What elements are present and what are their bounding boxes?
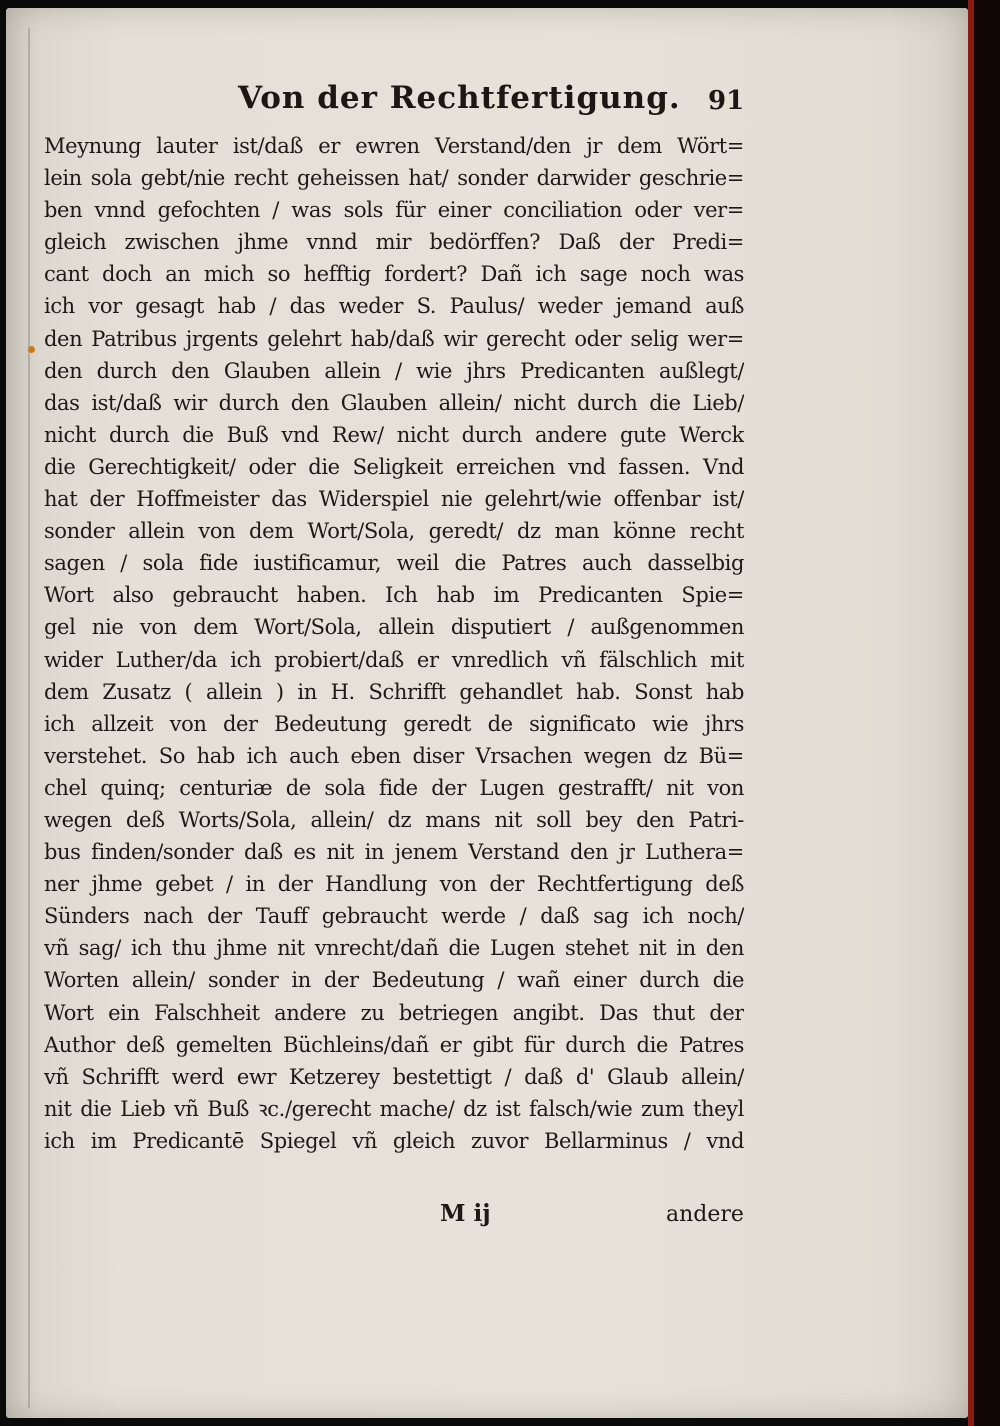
margin-mark [28, 346, 35, 353]
page-footer [6, 1200, 968, 1240]
running-title: Von der Rechtfertigung. [238, 80, 681, 116]
scan-border [974, 0, 1000, 1426]
page-header [6, 80, 968, 124]
text-line: Worten allein/ sonder in der Bedeutung / wañ einer durch die [44, 968, 744, 993]
signature-mark: M ij [440, 1200, 491, 1227]
text-line: Wort also gebraucht haben. Ich hab im Predicanten Spie= [44, 583, 744, 608]
text-line: Author deß gemelten Büchleins/dañ er gibt für durch die Patres [44, 1032, 744, 1057]
text-line: wegen deß Worts/Sola, allein/ dz mans nit soll bey den Patri- [44, 807, 744, 832]
text-line: Wort ein Falschheit andere zu betriegen angibt. Das thut der [44, 1000, 744, 1025]
text-line: lein sola gebt/nie recht geheissen hat/ sonder darwider geschrie= [44, 166, 744, 191]
text-line: ich im Predicantē Spiegel vñ gleich zuvor Bellarminus / vnd [44, 1128, 744, 1153]
text-line: chel quinq; centuriæ de sola fide der Lugen gestrafft/ nit von [44, 775, 744, 800]
body-text [44, 130, 744, 1157]
text-line: den durch den Glauben allein / wie jhrs Predicanten außlegt/ [44, 358, 744, 383]
text-line: cant doch an mich so hefftig fordert? Dañ ich sage noch was [44, 262, 744, 287]
text-line: Meynung lauter ist/daß er ewren Verstand/den jr dem Wört= [44, 134, 744, 158]
text-line: ner jhme gebet / in der Handlung von der Rechtfertigung deß [44, 872, 744, 897]
text-line: ich allzeit von der Bedeutung geredt de significato wie jhrs [44, 711, 744, 736]
text-line: die Gerechtigkeit/ oder die Seligkeit erreichen vnd fassen. Vnd [44, 454, 744, 479]
text-line: vñ Schrifft werd ewr Ketzerey bestettigt / daß d' Glaub allein/ [44, 1064, 744, 1089]
text-line: ben vnnd gefochten / was sols für einer conciliation oder ver= [44, 198, 744, 223]
text-line: bus finden/sonder daß es nit in jenem Verstand den jr Luthera= [44, 840, 744, 865]
text-line: sonder allein von dem Wort/Sola, geredt/ dz man könne recht [44, 519, 744, 544]
text-line: gel nie von dem Wort/Sola, allein disputiert / außgenommen [44, 615, 744, 640]
text-line: dem Zusatz ( allein ) in H. Schrifft gehandlet hab. Sonst hab [44, 679, 744, 704]
text-line: hat der Hoffmeister das Widerspiel nie gelehrt/wie offenbar ist/ [44, 487, 744, 512]
paper-leaf [6, 8, 968, 1418]
folio-number: 91 [708, 86, 745, 116]
text-line: Sünders nach der Tauff gebraucht werde / daß sag ich noch/ [44, 904, 744, 929]
text-line: das ist/daß wir durch den Glauben allein/ nicht durch die Lieb/ [44, 390, 744, 415]
catchword: andere [666, 1202, 744, 1227]
text-line: wider Luther/da ich probiert/daß er vnredlich vñ fälschlich mit [44, 647, 744, 672]
text-line: gleich zwischen jhme vnnd mir bedörffen? Daß der Predi= [44, 230, 744, 255]
text-line: vñ sag/ ich thu jhme nit vnrecht/dañ die Lugen stehet nit in den [44, 936, 744, 961]
text-line: sagen / sola fide iustificamur, weil die Patres auch dasselbig [44, 551, 744, 576]
text-line: nicht durch die Buß vnd Rew/ nicht durch andere gute Werck [44, 422, 744, 447]
text-line: ich vor gesagt hab / das weder S. Paulus/ weder jemand auß [44, 294, 744, 319]
text-line: verstehet. So hab ich auch eben diser Vrsachen wegen dz Bü= [44, 743, 744, 768]
text-line: nit die Lieb vñ Buß ꝛc./gerecht mache/ dz ist falsch/wie zum theyl [44, 1096, 744, 1121]
text-line: den Patribus jrgents gelehrt hab/daß wir gerecht oder selig wer= [44, 326, 744, 351]
